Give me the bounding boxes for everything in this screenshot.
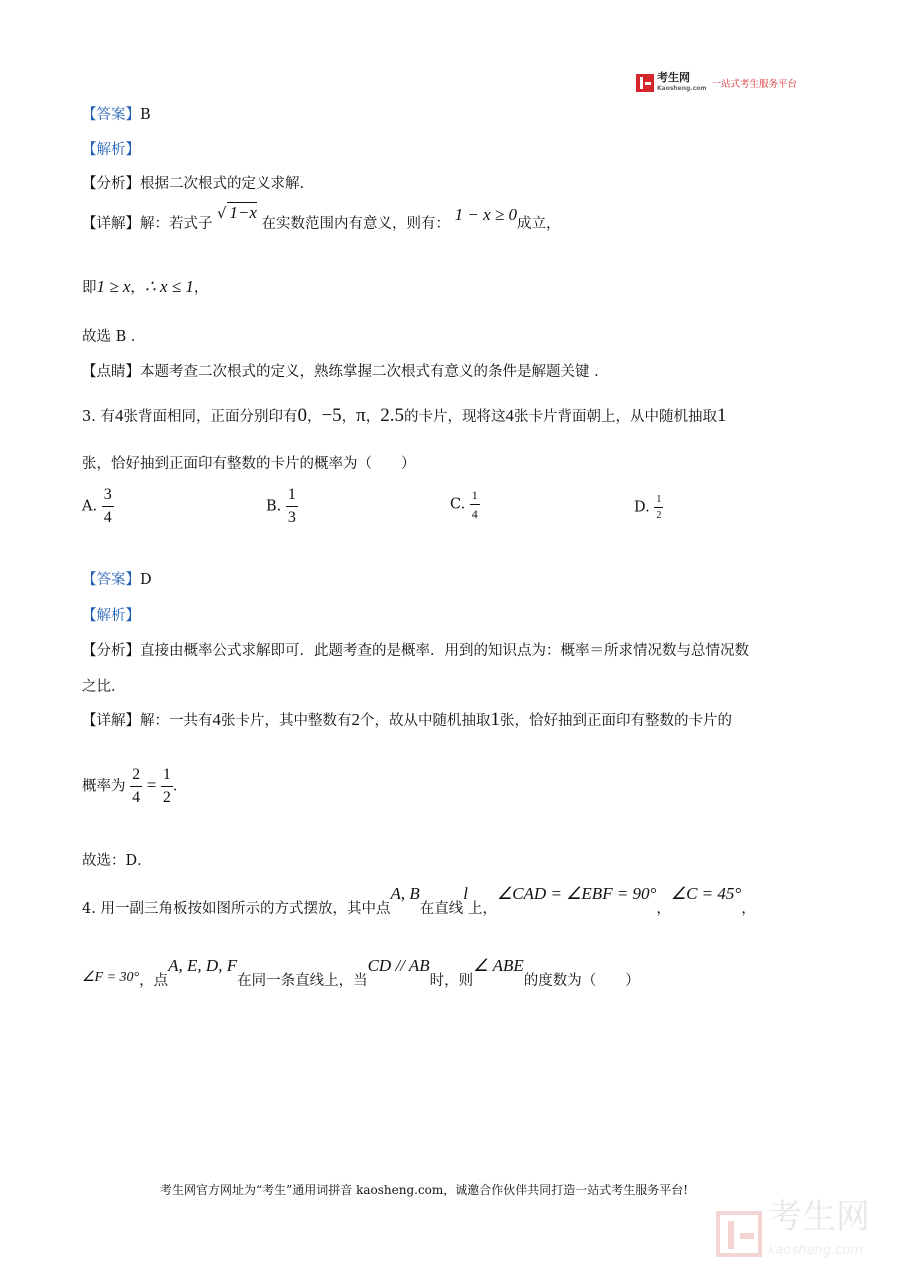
q3-xiangjie: 【详解】解：一共有4张卡片，其中整数有2个，故从中随机抽取1张，恰好抽到正面印有整数的卡片的 [82, 709, 732, 730]
logo-domain: Kaosheng.com [657, 85, 707, 92]
option-a-fraction: $\frac{3}{4}$ [103, 486, 112, 526]
q2-fenxi: 【分析】根据二次根式的定义求解. [82, 176, 305, 192]
q3-analysis-label: 【解析】 [82, 608, 140, 624]
q3-choose: 故选：D． [82, 853, 152, 869]
q3-probability: 概率为 $\frac{2}{4}$ = $\frac{1}{2}$ ． [82, 766, 188, 806]
q3-fenxi: 【分析】直接由概率公式求解即可．此题考查的是概率．用到的知识点为：概率＝所求情况数与总情况数 [82, 643, 749, 659]
footer-text: 考生网官方网址为“考生”通用词拼音 kaosheng.com，诚邀合作伙伴共同打造一站式考生服务平台! [160, 1183, 689, 1197]
q2-line2: 即1 ≥ x，∴ x ≤ 1， [82, 277, 209, 296]
q3-option-b: B. $\frac{1}{3}$ [266, 486, 296, 526]
logo-name: 考生网 Kaosheng.com [657, 71, 707, 92]
q2-dianjing: 【点睛】本题考查二次根式的定义，熟练掌握二次根式有意义的条件是解题关键 ． [82, 364, 609, 380]
q2-answer: 【答案】B [82, 107, 151, 123]
q3-option-c: C. $\frac{1}{4}$ [450, 488, 478, 521]
header-logo [636, 72, 797, 94]
q2-xiangjie: 【详解】解：若式子 √ 1−x 在实数范围内有意义，则有： 1 − x ≥ 0成立， [82, 203, 561, 232]
watermark: 考生网 kaosheng.com [716, 1200, 870, 1268]
logo-slogan: 一站式考生服务平台 [711, 79, 798, 90]
prob-fraction-1: $\frac{2}{4}$ [132, 766, 141, 806]
q3-fenxi-line2: 之比． [82, 679, 126, 695]
q4-stem: 4. 用一副三角板按如图所示的方式摆放，其中点A, B在直线l上，∠CAD = ∠EBF = 90°，∠C = 45°， [82, 884, 756, 917]
option-b-fraction: $\frac{1}{3}$ [287, 486, 296, 526]
q3-option-a: A. $\frac{3}{4}$ [82, 486, 112, 526]
q3-option-d: D. $\frac{1}{2}$ [634, 494, 662, 521]
q4-stem-line2: ∠F = 30°，点A, E, D, F在同一条直线上，当CD // AB时，则∠ ABE的度数为（ ） [82, 956, 640, 989]
q2-analysis-label: 【解析】 [82, 142, 140, 158]
option-d-fraction: $\frac{1}{2}$ [656, 494, 662, 521]
watermark-logo-icon [716, 1211, 762, 1257]
q3-stem-line2: 张，恰好抽到正面印有整数的卡片的概率为（ ） [82, 456, 416, 472]
option-c-fraction: $\frac{1}{4}$ [471, 488, 478, 521]
sqrt-expression: √ 1−x [217, 203, 257, 222]
inequality: 1 − x ≥ 0 [454, 205, 517, 224]
q2-choose: 故选 B ． [82, 329, 146, 345]
q3-stem: 3. 有4张背面相同，正面分别印有0，−5，π，2.5的卡片，现将这4张卡片背面朝上，从中随机抽取1 [82, 405, 727, 426]
q3-answer: 【答案】D [82, 572, 152, 588]
prob-fraction-2: $\frac{1}{2}$ [162, 766, 171, 806]
logo-mark-icon [636, 74, 654, 92]
